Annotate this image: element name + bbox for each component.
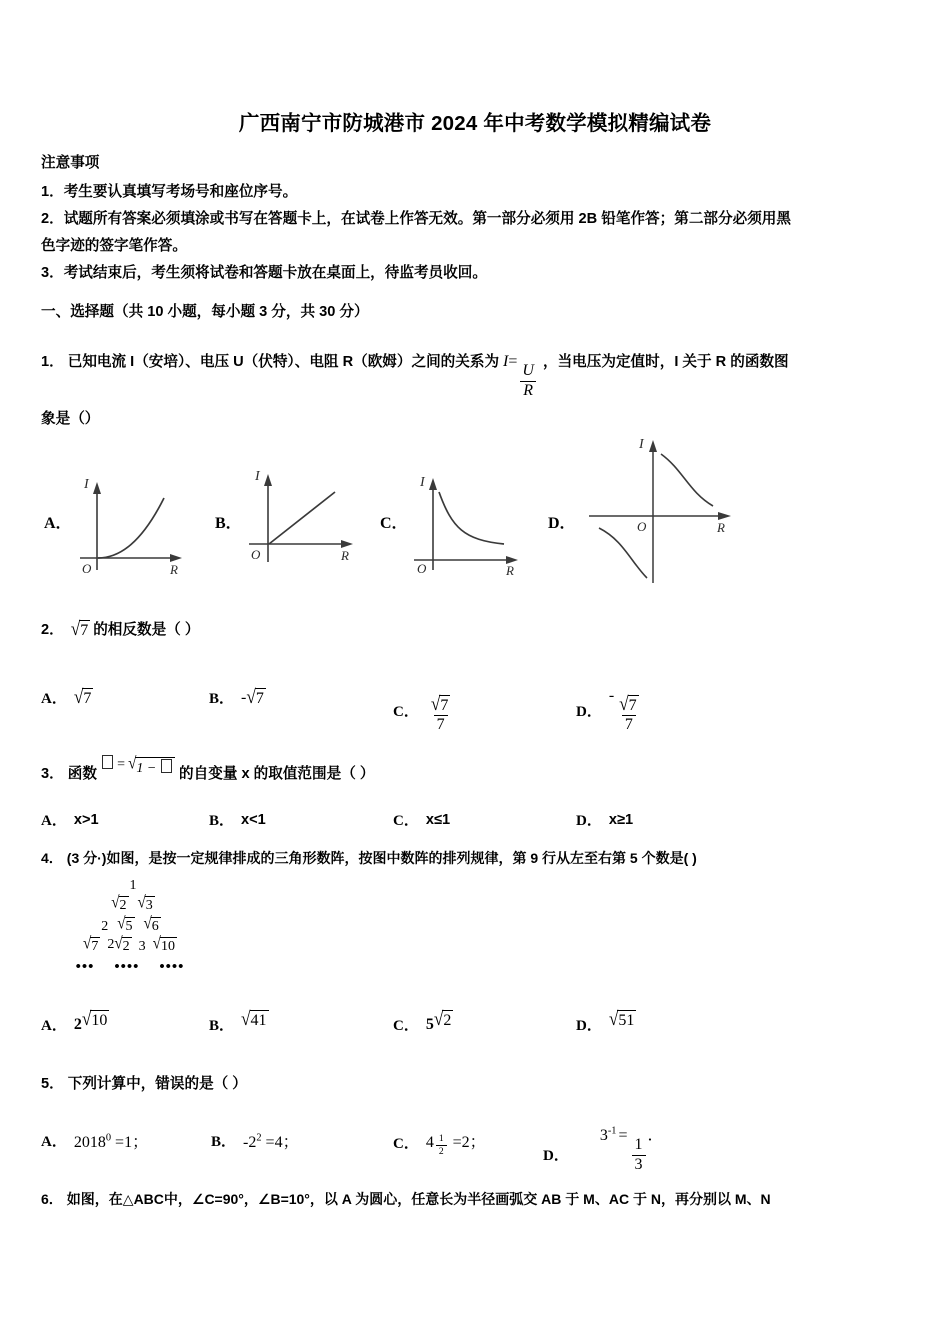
question-1-stem (41, 351, 789, 399)
option-value: - √ 7 (241, 685, 264, 708)
question-3-text-before: 函数 (67, 766, 97, 782)
question-2-option-a[interactable] (41, 687, 93, 708)
notice-heading: 注意事项 (41, 155, 100, 171)
option-label: D． (576, 813, 602, 829)
array-row-1 (40, 878, 220, 893)
question-3-stem (41, 755, 375, 786)
question-1-option-c-label[interactable]: C． (380, 515, 408, 532)
dots-group: ••• (75, 959, 95, 976)
question-2-stem (41, 619, 199, 641)
svg-text:R: R (341, 548, 349, 563)
question-5-option-b[interactable] (211, 1129, 299, 1152)
array-row-3 (40, 914, 220, 934)
question-1-text-before: 已知电流 I（安培）、电压 U（伏特）、电阻 R（欧姆）之间的关系为 (67, 354, 500, 370)
question-1-option-a-graph[interactable] (72, 470, 187, 580)
option-label: B． (211, 1134, 237, 1150)
option-label: A． (41, 1018, 67, 1034)
question-3-number: 3． (41, 766, 64, 782)
option-value: √ 7 7 (430, 692, 449, 734)
question-3-option-b[interactable] (209, 809, 266, 830)
notice-line-1: 1．考生要认真填写考场号和座位序号。 (41, 184, 298, 200)
question-4-stem (41, 847, 697, 869)
question-6-stem (41, 1188, 771, 1210)
option-value: 4 $^{\frac{1}{2}}$ =2； (425, 1132, 486, 1157)
array-cell: 2 (101, 918, 109, 934)
question-4-triangle-array (40, 878, 220, 975)
question-5-text: 下列计算中，错误的是（ ） (67, 1076, 247, 1092)
question-2-option-d[interactable] (576, 687, 644, 734)
svg-text:I: I (255, 469, 260, 484)
option-value: - √ 7 7 (608, 687, 637, 734)
question-4-option-c[interactable] (393, 1007, 453, 1035)
question-1-option-d-graph[interactable] (585, 428, 745, 596)
svg-text:O: O (251, 547, 261, 562)
svg-text:R: R (717, 520, 725, 535)
question-2-option-b[interactable] (209, 687, 266, 708)
question-3-option-d[interactable] (576, 809, 633, 830)
array-cell: 1 (129, 878, 137, 893)
question-1-text-after: ，当电压为定值时，I 关于 R 的函数图 (542, 354, 789, 370)
array-cell: 3 (138, 939, 146, 955)
question-4-option-d[interactable] (576, 1007, 636, 1035)
question-3-text-after: 的自变量 x 的取值范围是（ ） (179, 766, 375, 782)
question-1-option-c-graph[interactable] (408, 470, 523, 580)
question-1-option-d-label[interactable]: D． (548, 515, 576, 532)
option-value: 2 √ 10 (73, 1007, 108, 1033)
question-1-option-a-label[interactable]: A． (44, 515, 72, 532)
option-label: C． (393, 1018, 419, 1034)
option-value: $3^{-1}$ = $\frac{1}{3}$ ． (599, 1125, 664, 1173)
option-value: x>1 (73, 811, 99, 828)
question-4-text: (3 分·)如图，是按一定规律排成的三角形数阵，按图中数阵的排列规律，第 9 行从左至右第 5 个数是( ) (66, 850, 697, 866)
question-6-number: 6． (41, 1191, 63, 1207)
question-5-number: 5． (41, 1076, 64, 1092)
option-value: √ 41 (241, 1007, 267, 1030)
option-label: C． (393, 813, 419, 829)
option-label: B． (209, 1018, 235, 1034)
array-cell: √ 3 (137, 894, 153, 914)
array-row-4 (40, 937, 220, 954)
dots-group: •••• (114, 959, 140, 976)
notice-line-2: 2．试题所有答案必须填涂或书写在答题卡上，在试卷上作答无效。第一部分必须用 2B 铅笔作答；第二部分必须用黑 (41, 211, 791, 227)
svg-text:I: I (84, 477, 89, 492)
question-1-number: 1． (41, 354, 64, 370)
svg-text:O: O (417, 561, 427, 576)
option-value: √ 51 (608, 1007, 635, 1030)
question-3-formula: = √ 1 − (101, 757, 175, 772)
formula-denominator: R (520, 381, 536, 400)
question-1-formula: I= $\frac{U}{R}$ (503, 353, 539, 370)
question-1-option-b-label[interactable]: B． (215, 515, 242, 532)
question-3-option-a[interactable] (41, 809, 99, 830)
missing-glyph-box (102, 755, 113, 769)
option-label: C． (393, 1136, 419, 1153)
question-4-option-b[interactable] (209, 1007, 269, 1035)
question-2-number: 2． (41, 622, 64, 638)
svg-text:R: R (506, 563, 514, 578)
svg-text:R: R (170, 562, 178, 577)
option-value: x≤1 (425, 811, 451, 828)
option-label: D． (543, 1148, 569, 1165)
page-title: 广西南宁市防城港市 2024 年中考数学模拟精编试卷 (238, 112, 712, 135)
question-6-text: 如图，在△ABC中，∠C=90°，∠B=10°，以 A 为圆心，任意长为半径画弧交 AB 于 M、AC 于 N，再分别以 M、N (66, 1191, 771, 1207)
question-4-number: 4． (41, 850, 63, 866)
question-1-stem-line2: 象是（） (41, 411, 100, 427)
option-label: D． (576, 1018, 602, 1034)
option-value: √ 7 (73, 685, 92, 708)
option-label: C． (393, 704, 419, 721)
array-cell: √ 2 (111, 894, 127, 914)
option-label: A． (41, 1134, 67, 1150)
array-continuation-dots (40, 959, 220, 975)
question-5-option-c[interactable] (393, 1129, 486, 1157)
question-2-text: 的相反数是（ ） (93, 622, 200, 638)
array-row-2 (40, 896, 220, 913)
notice-block (41, 150, 919, 287)
array-cell: √ 7 (83, 935, 99, 954)
svg-text:I: I (639, 437, 644, 452)
option-value: $2018^0 =1$； (73, 1132, 149, 1151)
notice-line-3: 3．考试结束后，考生须将试卷和答题卡放在桌面上，待监考员收回。 (41, 265, 487, 281)
option-label: B． (209, 691, 235, 707)
option-value: x≥1 (608, 811, 634, 828)
question-2-radical: √ 7 (70, 618, 89, 640)
option-label: A． (41, 813, 67, 829)
array-cell: √ 10 (152, 935, 175, 954)
notice-line-2-cont: 色字迹的签字笔作答。 (41, 238, 187, 254)
option-value: x<1 (241, 811, 266, 828)
svg-text:I: I (420, 475, 425, 490)
option-label: A． (41, 691, 67, 707)
question-5-stem (41, 1073, 247, 1095)
option-label: D． (576, 704, 602, 721)
option-value: $-2^2 =4$； (243, 1132, 299, 1151)
option-value: 5 √ 2 (425, 1007, 452, 1033)
question-5-option-d[interactable] (543, 1125, 664, 1180)
array-cell: √ 6 (143, 914, 159, 934)
formula-numerator: U (522, 361, 534, 379)
svg-text:O: O (82, 561, 92, 576)
question-5-option-a[interactable] (41, 1129, 148, 1152)
section-heading-choice: 一、选择题（共 10 小题，每小题 3 分，共 30 分） (41, 304, 369, 320)
question-3-option-c[interactable] (393, 809, 450, 830)
question-4-option-a[interactable] (41, 1007, 109, 1035)
option-label: B． (209, 813, 235, 829)
question-1-option-b-graph[interactable] (243, 462, 358, 572)
question-2-option-c[interactable] (393, 687, 455, 734)
array-cell: 2 √ 2 (107, 935, 130, 954)
missing-glyph-box (161, 759, 172, 773)
dots-group: •••• (159, 959, 185, 976)
array-cell: √ 5 (117, 914, 133, 934)
svg-text:O: O (637, 519, 647, 534)
